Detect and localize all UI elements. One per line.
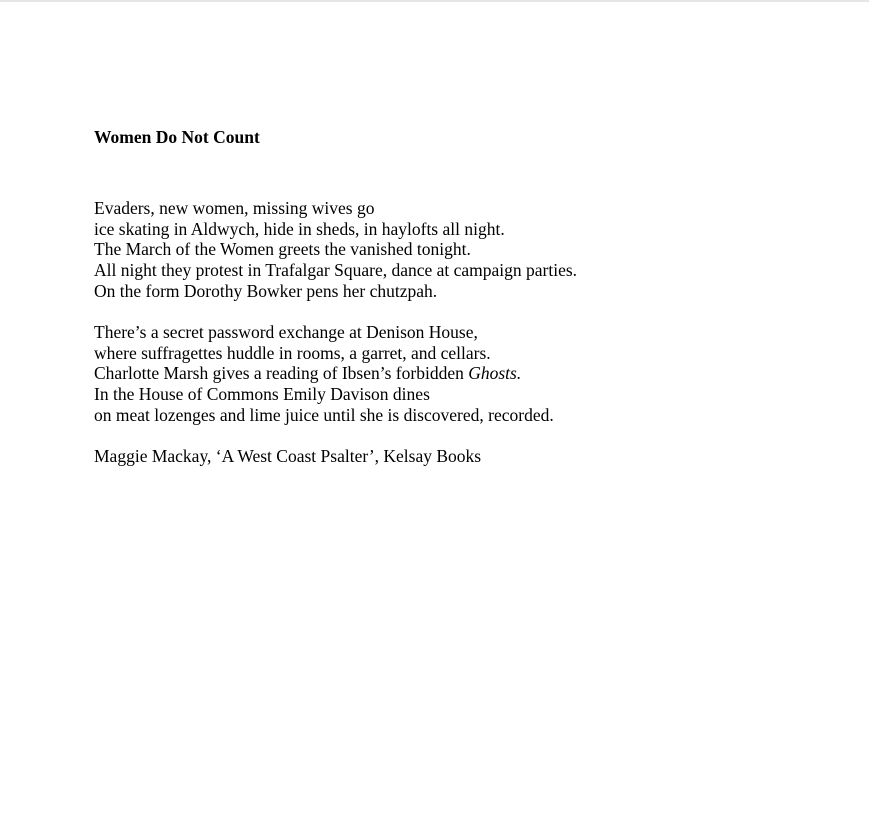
poem-line: The March of the Women greets the vanished tonight. (94, 239, 471, 260)
italic-title-ghosts: Ghosts. (468, 363, 522, 384)
poem-title: Women Do Not Count (94, 127, 260, 147)
attribution: Maggie Mackay, ‘A West Coast Psalter’, Kelsay Books (94, 446, 482, 466)
poem-line: On the form Dorothy Bowker pens her chutzpah. (94, 280, 438, 301)
poem-line: ice skating in Aldwych, hide in sheds, in haylofts all night. (94, 218, 505, 239)
poem-line: on meat lozenges and lime juice until she is discovered, recorded. (94, 404, 554, 425)
poem-line: All night they protest in Trafalgar Square, dance at campaign parties. (94, 260, 578, 281)
stanza-1 (94, 198, 577, 302)
poem-line-text: Charlotte Marsh gives a reading of Ibsen’s forbidden (94, 363, 469, 384)
poem-line: There’s a secret password exchange at Denison House, (94, 322, 478, 342)
poem-line: Evaders, new women, missing wives go (94, 198, 375, 218)
poem-line-with-italic (94, 363, 554, 384)
stanza-2 (94, 322, 554, 426)
poem-line: In the House of Commons Emily Davison dines (94, 384, 430, 405)
poem-line: where suffragettes huddle in rooms, a garret, and cellars. (94, 342, 491, 363)
